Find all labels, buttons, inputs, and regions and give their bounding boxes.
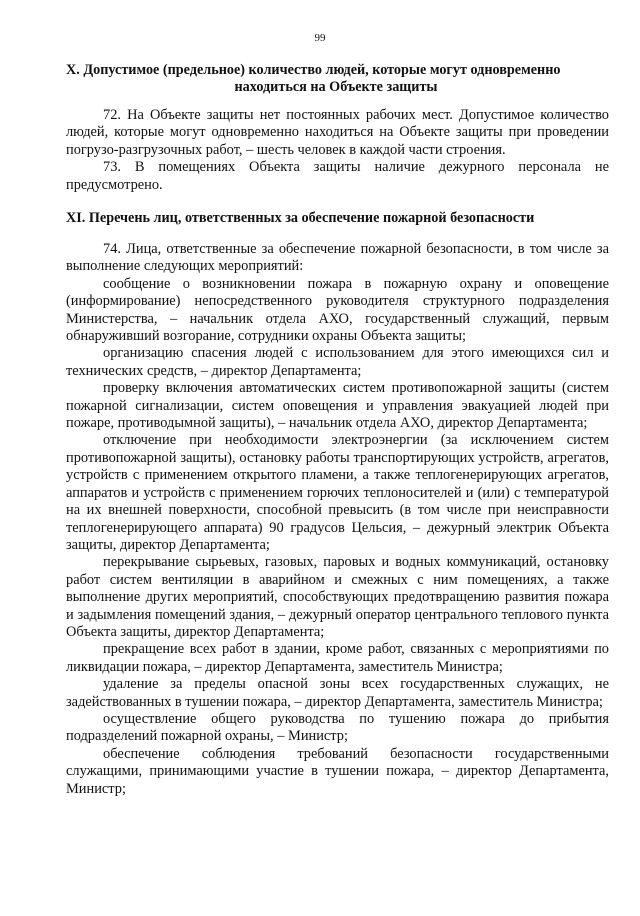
list-item: обеспечение соблюдения требований безопасности государственными служащими, принимающими участие в тушении пожара, – директор Департамента, Министр; (66, 745, 609, 797)
section-10-heading-line1: X. Допустимое (предельное) количество людей, которые могут одновременно (66, 62, 561, 78)
section-11-heading: XI. Перечень лиц, ответственных за обеспечение пожарной безопасности (66, 210, 535, 226)
list-item: отключение при необходимости электроэнергии (за исключением систем противопожарной защиты), остановку работы транспортирующих устройств, агрегатов, устройств с применением открытого пламени, а также теплогенерирующих агрегатов, аппаратов и устройств с применением горючих теплоносителей и (или) с температурой на их внешней поверхности, способной превысить (в том числе при неисправности теплогенерирующего аппарата) 90 градусов Цельсия, – дежурный электрик Объекта защиты, директор Департамента; (66, 432, 609, 553)
page-number: 99 (314, 32, 326, 44)
list-item: перекрывание сырьевых, газовых, паровых и водных коммуникаций, остановку работ систем вентиляции в аварийном и смежных с ним помещениях, а также выполнение других мероприятий, способствующих предотвращению развития пожара и задымления помещений здания, – дежурный оператор центрального теплового пункта Объекта защиты, директор Департамента; (66, 554, 609, 640)
paragraph-74: 74. Лица, ответственные за обеспечение пожарной безопасности, в том числе за выполнение следующих мероприятий: (66, 241, 609, 275)
paragraph-73: 73. В помещениях Объекта защиты наличие дежурного персонала не предусмотрено. (66, 159, 609, 193)
section-11-body (66, 241, 609, 798)
list-item: удаление за пределы опасной зоны всех государственных служащих, не задействованных в тушении пожара, – директор Департамента, заместитель Министра; (66, 676, 609, 710)
paragraph-72: 72. На Объекте защиты нет постоянных рабочих мест. Допустимое количество людей, которые могут одновременно находиться на Объекте защиты при проведении погрузо-разгрузочных работ, – шесть человек в каждой части строения. (66, 107, 609, 158)
list-item: проверку включения автоматических систем противопожарной защиты (систем пожарной сигнализации, систем оповещения и управления эвакуацией людей при пожаре, противодымной защиты), – начальник отдела АХО, директор Департамента; (66, 380, 609, 432)
section-10-body (66, 107, 609, 194)
list-item: прекращение всех работ в здании, кроме работ, связанных с мероприятиями по ликвидации пожара, – директор Департамента, заместитель Министра; (66, 641, 609, 675)
list-item: осуществление общего руководства по тушению пожара до прибытия подразделений пожарной охраны, – Министр; (66, 710, 609, 745)
section-10-heading (66, 62, 606, 96)
section-10-heading-line2: находиться на Объекте защиты (234, 79, 438, 95)
list-item: организацию спасения людей с использованием для этого имеющихся сил и технических средств, – директор Департамента; (66, 345, 609, 379)
list-item: сообщение о возникновении пожара в пожарную охрану и оповещение (информирование) непосредственного руководителя структурного подразделения Министерства, – начальник отдела АХО, государственный служащий, первым обнаруживший возгорание, сотрудники охраны Объекта защиты; (66, 275, 609, 345)
